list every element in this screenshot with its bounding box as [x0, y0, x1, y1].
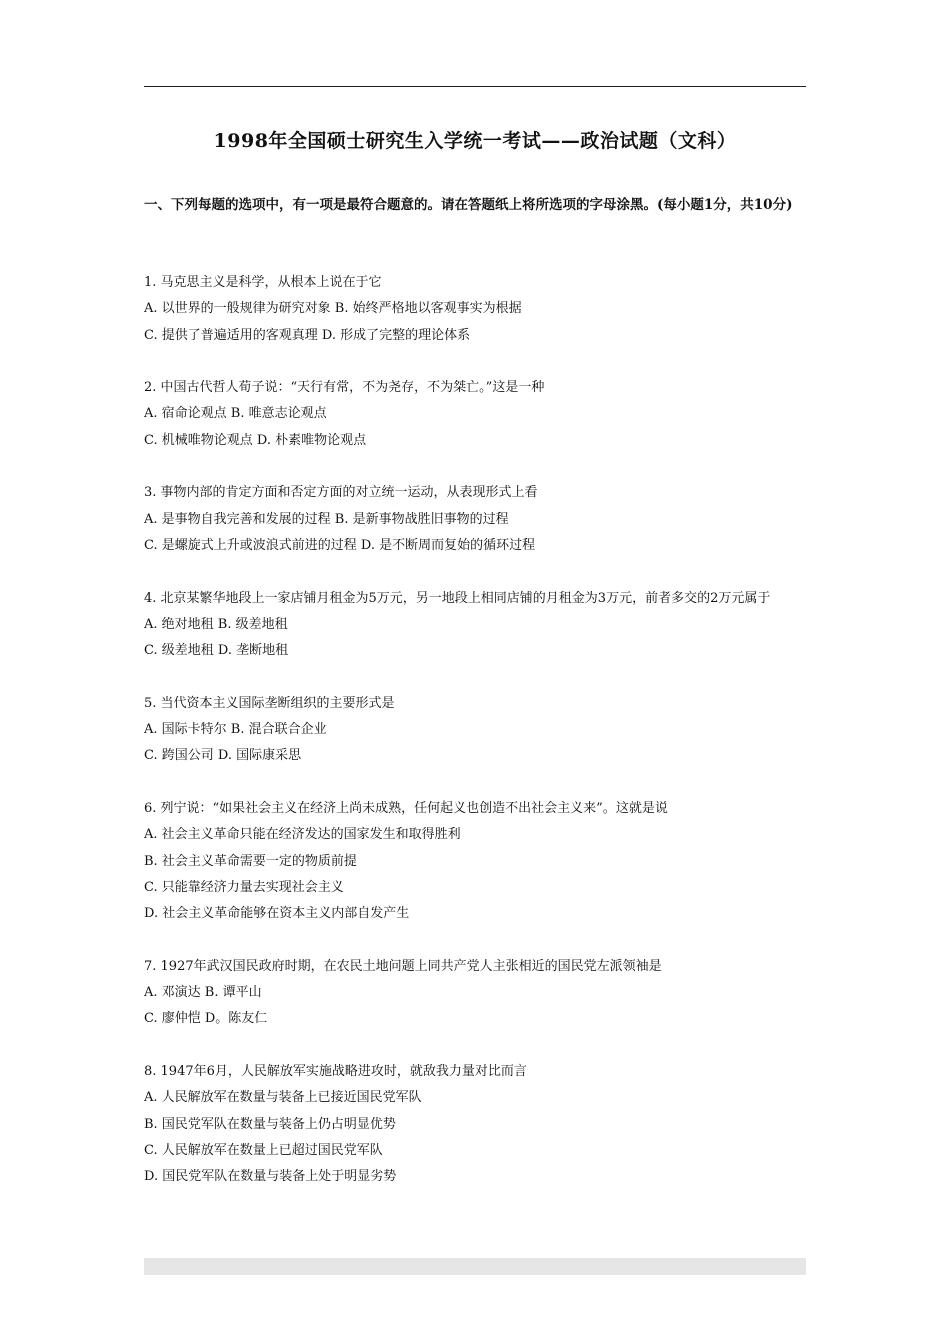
- question-stem: 4. 北京某繁华地段上一家店铺月租金为5万元，另一地段上相同店铺的月租金为3万元，前者多交的2万元属于: [144, 590, 771, 606]
- question-2: [144, 375, 806, 454]
- question-option-line: B. 国民党军队在数量与装备上仍占明显优势: [144, 1116, 396, 1132]
- question-option-line: C. 跨国公司 D. 国际康采思: [144, 748, 302, 764]
- question-option-line: A. 人民解放军在数量与装备上已接近国民党军队: [144, 1090, 422, 1106]
- question-stem: 8. 1947年6月，人民解放军实施战略进攻时，就敌我力量对比而言: [144, 1063, 527, 1079]
- question-option-line: A. 是事物自我完善和发展的过程 B. 是新事物战胜旧事物的过程: [144, 511, 509, 527]
- page-title: 1998年全国硕士研究生入学统一考试——政治试题（文科）: [213, 130, 737, 152]
- question-stem: 7. 1927年武汉国民政府时期，在农民土地问题上同共产党人主张相近的国民党左派领袖是: [144, 958, 662, 974]
- question-option-line: C. 提供了普遍适用的客观真理 D. 形成了完整的理论体系: [144, 327, 471, 343]
- question-stem: 3. 事物内部的肯定方面和否定方面的对立统一运动，从表现形式上看: [144, 485, 538, 501]
- question-option-line: C. 廖仲恺 D。陈友仁: [144, 1011, 268, 1027]
- question-stem: 1. 马克思主义是科学，从根本上说在于它: [144, 275, 382, 290]
- question-5: [144, 691, 806, 770]
- question-option-line: D. 社会主义革命能够在资本主义内部自发产生: [144, 906, 410, 922]
- question-option-line: D. 国民党军队在数量与装备上处于明显劣势: [144, 1169, 397, 1185]
- question-list: [144, 270, 806, 1217]
- top-rule: [144, 86, 806, 87]
- question-option-line: B. 社会主义革命需要一定的物质前提: [144, 853, 357, 869]
- question-6: [144, 796, 806, 927]
- question-option-line: A. 宿命论观点 B. 唯意志论观点: [144, 406, 327, 422]
- question-stem: 2. 中国古代哲人荀子说：“天行有常，不为尧存，不为桀亡。”这是一种: [144, 380, 545, 396]
- question-stem: 6. 列宁说：“如果社会主义在经济上尚未成熟，任何起义也创造不出社会主义来”。这就是说: [144, 800, 668, 816]
- question-3: [144, 480, 806, 559]
- footer-bar: [144, 1258, 806, 1275]
- question-7: [144, 954, 806, 1033]
- question-option-line: A. 邓演达 B. 谭平山: [144, 985, 262, 1001]
- question-1: [144, 270, 806, 349]
- section-instruction: 一、下列每题的选项中，有一项是最符合题意的。请在答题纸上将所选项的字母涂黑。(每小题1分，共10分): [144, 197, 793, 213]
- question-option-line: A. 国际卡特尔 B. 混合联合企业: [144, 722, 327, 738]
- question-option-line: C. 级差地租 D. 垄断地租: [144, 643, 289, 659]
- question-option-line: A. 绝对地租 B. 级差地租: [144, 616, 288, 632]
- question-option-line: C. 是螺旋式上升或波浪式前进的过程 D. 是不断周而复始的循环过程: [144, 537, 536, 553]
- question-option-line: C. 人民解放军在数量上已超过国民党军队: [144, 1142, 383, 1158]
- question-option-line: C. 只能靠经济力量去实现社会主义: [144, 879, 344, 895]
- question-8: [144, 1059, 806, 1190]
- question-4: [144, 586, 806, 665]
- question-option-line: A. 社会主义革命只能在经济发达的国家发生和取得胜利: [144, 827, 461, 843]
- question-option-line: A. 以世界的一般规律为研究对象 B. 始终严格地以客观事实为根据: [144, 301, 522, 317]
- question-option-line: C. 机械唯物论观点 D. 朴素唯物论观点: [144, 432, 367, 448]
- question-stem: 5. 当代资本主义国际垄断组织的主要形式是: [144, 695, 395, 711]
